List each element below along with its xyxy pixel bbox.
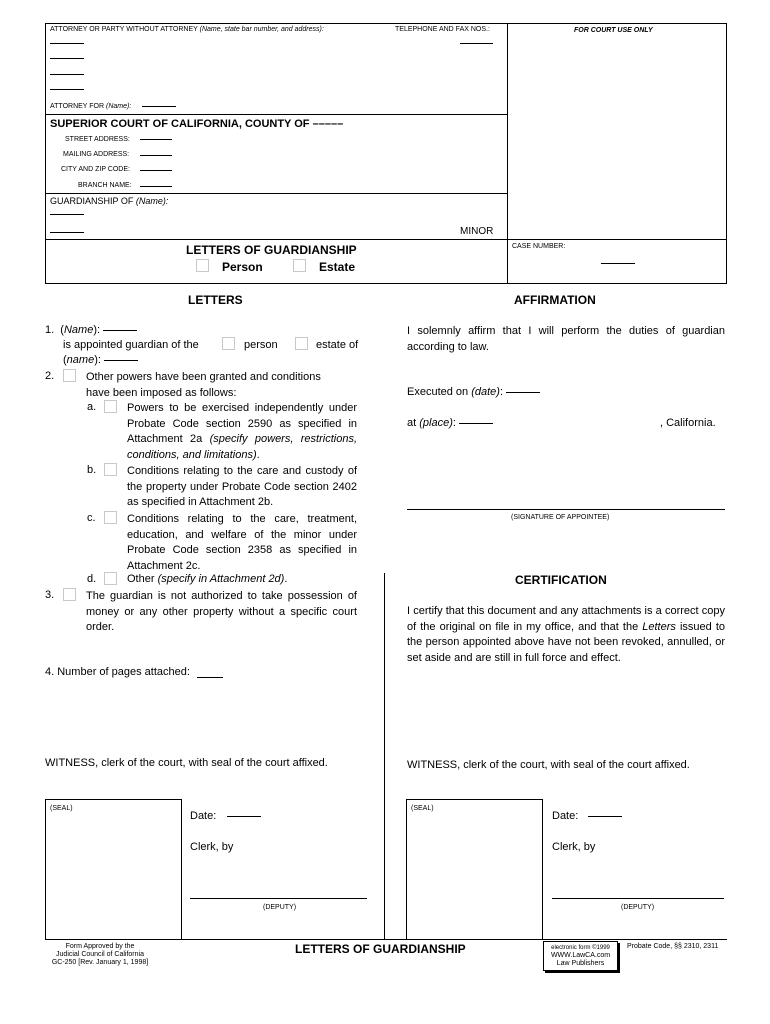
mailing-label: MAILING ADDRESS: [63,151,130,158]
item-2a-label: a. [87,401,97,413]
mailing-line[interactable] [140,155,172,156]
pages-line[interactable] [197,677,223,678]
guardian-person-label: person [244,339,278,351]
affirmation-text: I solemnly affirm that I will perform the duties of guardian according to law. [407,325,725,353]
attorney-for-line[interactable] [142,106,176,107]
attorney-line[interactable] [50,58,84,59]
letters-witness: WITNESS, clerk of the court, with seal of the court affixed. [45,757,328,769]
street-label: STREET ADDRESS: [65,136,130,143]
item-1: 1. (Name): [45,323,365,339]
item-2-checkbox[interactable] [63,369,76,382]
certification-witness: WITNESS, clerk of the court, with seal of the court affixed. [407,759,690,771]
person-label: Person [222,260,263,274]
letters-seal-box [45,799,182,940]
letters-deputy-label: (DEPUTY) [263,904,297,911]
item-2d-checkbox[interactable] [104,572,117,585]
estate-label: Estate [319,260,356,274]
form-approval: Form Approved by the Judicial Council of California GC-250 [Rev. January 1, 1998] [51,943,149,966]
street-line[interactable] [140,139,172,140]
item-2d-text: Other (specify in Attachment 2d). [127,573,288,585]
item-2d-label: d. [87,573,97,585]
guardian-estate-label: estate of [316,339,359,351]
certification-seal-box [406,799,543,940]
guardian-person-checkbox[interactable] [222,337,235,350]
item-3-checkbox[interactable] [63,588,76,601]
attorney-line[interactable] [50,89,84,90]
form-title: LETTERS OF GUARDIANSHIP [186,243,357,257]
letters-date-label: Date: [190,810,217,822]
attorney-line[interactable] [50,74,84,75]
california-label: , California. [660,417,716,429]
certification-heading: CERTIFICATION [515,573,607,587]
certification-deputy-line[interactable] [552,898,724,899]
item-4: 4. Number of pages attached: [45,666,223,678]
case-number-label: CASE NUMBER: [512,243,566,250]
caption-frame [45,23,727,284]
publisher-stamp: electronic form ©1999 WWW.LawCA.com Law Publishers [543,941,618,971]
letters-heading: LETTERS [188,293,243,307]
probate-code: Probate Code, §§ 2310, 2311 [627,943,719,950]
minor-label: MINOR [460,226,494,237]
footer-rule [45,939,727,940]
column-divider [384,573,385,939]
executed-at: at (place): [407,417,493,429]
attorney-line[interactable] [50,43,84,44]
item-3-number: 3. [45,589,55,601]
footer-title: LETTERS OF GUARDIANSHIP [295,942,466,956]
telephone-label: TELEPHONE AND FAX NOS.: [395,26,490,33]
letters-clerk-label: Clerk, by [190,841,234,853]
item-2a-text: Powers to be exercised independently under Probate Code section 2590 as specified in Attachment 2a (specify powers, restrictions, conditions, and limitations). [127,402,358,461]
city-label: CITY AND ZIP CODE: [61,166,130,173]
affirmation-heading: AFFIRMATION [514,293,596,307]
item-2c-checkbox[interactable] [104,511,117,524]
letters-deputy-line[interactable] [190,898,367,899]
item-2c-label: c. [87,512,96,524]
item-2b-text: Conditions relating to the care and custody of the property under Probate Code section 2402 as specified in Attachment 2b. [127,465,357,508]
item-2b-label: b. [87,464,97,476]
case-number-line[interactable] [601,263,635,264]
item-2c-text: Conditions relating to the care, treatment, education, and welfare of the minor under Probate Code section 2358 as specified in Attachment 2c. [127,513,357,572]
branch-line[interactable] [140,186,172,187]
guardianship-label: GUARDIANSHIP OF (Name): [50,196,169,206]
estate-checkbox[interactable] [293,259,306,272]
certification-deputy-label: (DEPUTY) [621,904,655,911]
court-use-label: FOR COURT USE ONLY [574,27,653,34]
item-2-text: Other powers have been granted and conditions have been imposed as follows: [86,371,321,399]
certification-seal-label: (SEAL) [411,805,434,812]
appointee-signature-line[interactable] [407,509,725,510]
letters-date-line[interactable] [227,816,261,817]
appointee-signature-label: (SIGNATURE OF APPOINTEE) [511,514,610,521]
executed-place-line[interactable] [459,423,493,424]
certification-date-label: Date: [552,810,579,822]
item-2a-checkbox[interactable] [104,400,117,413]
attorney-for-label: ATTORNEY FOR (Name): [50,103,132,110]
court-title: SUPERIOR COURT OF CALIFORNIA, COUNTY OF ––––– [50,118,344,130]
certification-text: I certify that this document and any attachments is a correct copy of the original on file in my office, and that the Letters issued to the person appointed above have not been revoked, annulled, or set aside and are still in full force and effect. [407,605,725,664]
telephone-line[interactable] [460,43,493,44]
certification-date-line[interactable] [588,816,622,817]
item-2-number: 2. [45,370,55,382]
person-checkbox[interactable] [196,259,209,272]
attorney-label: ATTORNEY OR PARTY WITHOUT ATTORNEY (Name, state bar number, and address): [50,26,324,33]
executed-on: Executed on (date): [407,386,540,398]
item-3-text: The guardian is not authorized to take possession of money or any other property without a specific court order. [86,590,357,633]
branch-label: BRANCH NAME: [78,182,132,189]
guardian-estate-checkbox[interactable] [295,337,308,350]
name-line[interactable] [104,360,138,361]
name-line[interactable] [103,330,137,331]
executed-date-line[interactable] [506,392,540,393]
item-2b-checkbox[interactable] [104,463,117,476]
letters-seal-label: (SEAL) [50,805,73,812]
guardianship-line[interactable] [50,232,84,233]
court-use-divider [507,23,508,284]
guardianship-line[interactable] [50,214,84,215]
city-line[interactable] [140,170,172,171]
certification-clerk-label: Clerk, by [552,841,596,853]
